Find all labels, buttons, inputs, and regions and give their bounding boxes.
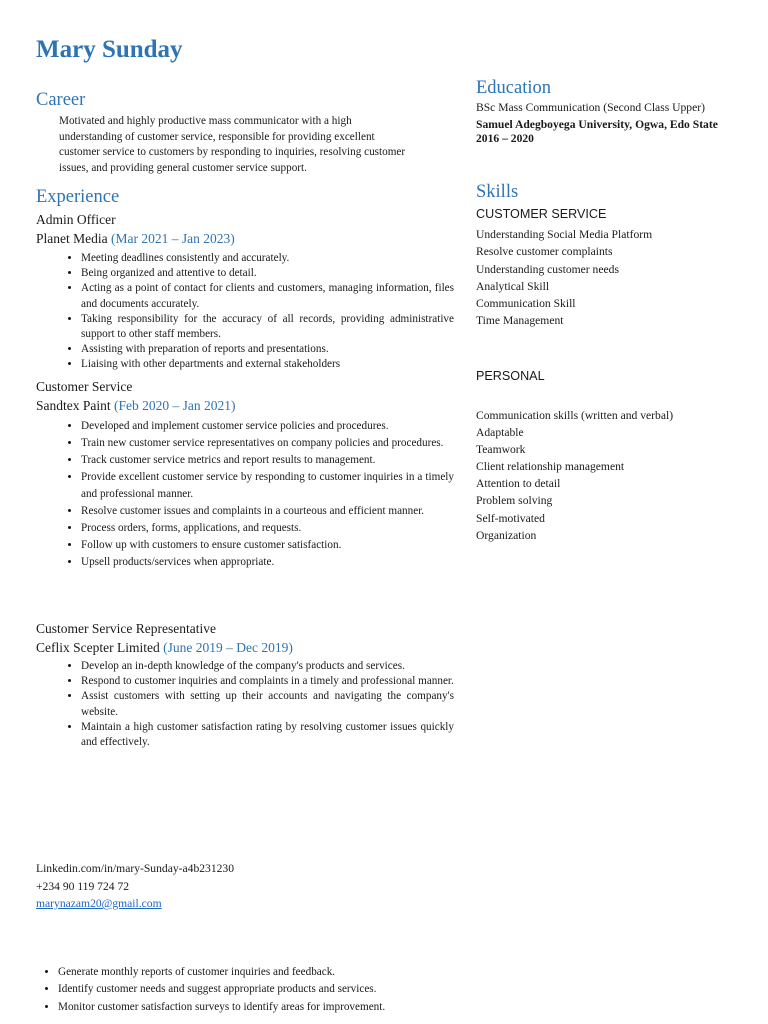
job-duty: • Provide excellent customer service by responding to customer inquiries in a timely and professional manner. [81,469,454,503]
job-duty: • Train new customer service representatives on company policies and procedures. [81,435,454,452]
extra-duty: • Monitor customer satisfaction surveys to identify areas for improvement. [58,999,478,1016]
skill-item: Client relationship management [476,460,625,474]
job-duty: • Resolve customer issues and complaints in a courteous and efficient manner. [81,503,454,520]
job-dates: (June 2019 – Dec 2019) [163,640,293,655]
job-duties-list [58,418,454,571]
skill-item: Self-motivated [476,511,545,525]
skill-item: Communication skills (written and verbal) [476,409,674,422]
job-duty: • Meeting deadlines consistently and accurately. [81,251,454,266]
job-dates: (Feb 2020 – Jan 2021) [114,398,236,413]
job-duty: • Assist customers with setting up their accounts and navigating the company's website. [81,689,454,719]
skill-item: Problem solving [476,494,553,508]
extra-duties-list [36,964,478,1016]
job-company: Ceflix Scepter Limited [36,640,160,655]
education-years: 2016 – 2020 [476,132,534,145]
skills-personal-label: PERSONAL [476,369,545,383]
education-school: Samuel Adegboyega University, Ogwa, Edo State [476,118,718,131]
skill-item: Time Management [476,314,564,328]
education-degree: BSc Mass Communication (Second Class Upper) [476,101,705,114]
skill-item: Communication Skill [476,297,576,311]
skills-customer-service-label: CUSTOMER SERVICE [476,207,607,221]
experience-heading: Experience [36,187,120,207]
job-duty: • Develop an in-depth knowledge of the company's products and services. [81,659,454,674]
job-duty: • Liaising with other departments and external stakeholders [81,357,454,372]
skills-heading: Skills [476,182,519,202]
job-title: Customer Service Representative [36,621,216,636]
job-title: Admin Officer [36,212,116,227]
job-duty: • Developed and implement customer service policies and procedures. [81,418,454,435]
email-link[interactable]: marynazam20@gmail.com [36,897,162,910]
job-duties-list [58,659,454,750]
job-title: Customer Service [36,379,133,394]
personal-skills-list [476,407,673,544]
job-company-line [36,640,293,656]
skill-item: Analytical Skill [476,279,550,293]
career-summary: Motivated and highly productive mass communicator with a high understanding of customer service, responsible for providing excellent customer service to customers by responding to inquiries, resolving customer issues, and providing general customer service support. [59,115,406,174]
job-duty: • Follow up with customers to ensure customer satisfaction. [81,537,454,554]
job-dates: (Mar 2021 – Jan 2023) [110,231,235,246]
candidate-name: Mary Sunday [36,36,183,63]
skill-item: Resolve customer complaints [476,245,613,259]
job-duty: • Upsell products/services when appropriate. [81,554,454,571]
job-duty: • Being organized and attentive to detail. [81,266,454,281]
skill-item: Organization [476,528,537,542]
skill-item: Understanding Social Media Platform [476,228,653,241]
skill-item: Adaptable [476,426,524,440]
job-duty: • Process orders, forms, applications, and requests. [81,520,454,537]
job-duty: • Respond to customer inquiries and complaints in a timely and professional manner. [81,674,454,689]
job-duty: • Track customer service metrics and report results to management. [81,452,454,469]
extra-duty: • Identify customer needs and suggest appropriate products and services. [58,981,478,998]
career-heading: Career [36,90,86,110]
customer-service-skills-list [476,226,652,330]
job-company-line [36,398,236,414]
job-company: Sandtex Paint [36,398,111,413]
job-duty: • Maintain a high customer satisfaction rating by resolving customer issues quickly and effectively. [81,720,454,750]
extra-duty: • Generate monthly reports of customer inquiries and feedback. [58,964,478,981]
job-company: Planet Media [36,231,108,246]
skill-item: Teamwork [476,443,526,457]
job-duty: • Assisting with preparation of reports and presentations. [81,342,454,357]
phone-number: +234 90 119 724 72 [36,880,130,893]
skill-item: Understanding customer needs [476,262,619,276]
job-duties-list [58,251,454,373]
linkedin-url[interactable]: Linkedin.com/in/mary-Sunday-a4b231230 [36,862,235,875]
skill-item: Attention to detail [476,477,561,491]
education-heading: Education [476,78,552,98]
job-duty: • Acting as a point of contact for clients and customers, managing information, files and documents accurately. [81,281,454,311]
job-company-line [36,231,235,247]
job-duty: • Taking responsibility for the accuracy of all records, providing administrative support to other staff members. [81,312,454,342]
